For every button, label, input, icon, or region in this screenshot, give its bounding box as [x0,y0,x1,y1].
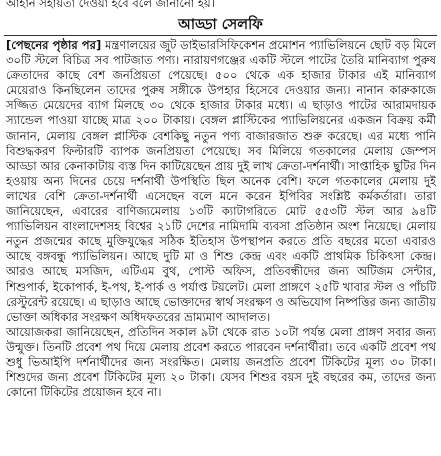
paragraph-1-text: মন্ত্রণালয়ের জুট ডাইভারসিফিকেশন প্রমোশন প্যাভিলিয়নে ছোট বড় মিলে ৩০টি স্টলে বিচিত্র সব পাটজাত পণ্য। নারায়ণগঞ্জের একটি স্টলে পাটের তৈরি মানিব্যাগ পুরুষ ক্রেতাদের কাছে বেশ জনপ্রিয়তা পেয়েছে। ৫০০ থেকে এক হাজার টাকার এই মানিব্যাগ মেয়েরাও কিনছিলেন তাদের পুরুষ সঙ্গীকে উপহার হিসেবে দেওয়ার জন্য। নানান কারুকাজে সজ্জিত মেয়েদের ব্যাগ মিলছে ৩০ থেকে হাজার টাকার মধ্যে। এ ছাড়াও পাটের আরামদায়ক স্যান্ডেল পাওয়া যাচ্ছে মাত্র ২০০ টাকায়। বেঙ্গল প্লাস্টিকের প্যাভিলিয়নের একজন বিক্রয় কর্মী জানান, মেলায় বেঙ্গল প্লাস্টিক বেশকিছু নতুন পণ্য বাজারজাত শুরু করেছে। এর মধ্যে পানি বিশুদ্ধকরণ ফিল্টারটি ব্যাপক জনপ্রিয়তা পেয়েছে। সব মিলিয়ে গতকালের মেলায় জেম্পস আড্ডা আর কেনাকাটায় ব্যস্ত দিন কাটিয়েছেন প্রায় দুই লাখ ক্রেতা-দর্শনার্থী। সাপ্তাহিক ছুটির দিন হওয়ায় অন্য দিনের চেয়ে দর্শনার্থী উপস্থিতি ছিল অনেক বেশি। ফলে গতকালের মেলায় দুই লাখের বেশি ক্রেতা-দর্শনার্থী এসেছেন বলে মনে করেন ইপিবির সংশ্লিষ্ট কর্মকর্তারা। তারা জানিয়েছেন, এবারের বাণিজ্যমেলায় ১৩টি ক্যাটাগরিতে মোট ৫৫৩টি স্টল আর ৯৪টি প্যাভিলিয়ন বাংলাদেশসহ বিশ্বের ২১টি দেশের নামিদামি ব্যবসা প্রতিষ্ঠান অংশ নিয়েছে। মেলায় নতুন প্রজন্মের কাছে মুক্তিযুদ্ধের সঠিক ইতিহাস উপস্থাপন করতে প্রতি বছরের মতো এবারও আছে বঙ্গবন্ধু প্যাভিলিয়ন। আছে দুটি মা ও শিশু কেন্দ্র এবং একটি প্রাথমিক চিকিৎসা কেন্দ্র। আরও আছে মসজিদ, এটিএম বুথ, পোস্ট অফিস, প্রতিবন্ধীদের জন্য অটিজম সেন্টার, শিশুপার্ক, ইকোপার্ক, ই-পথ, ই-পার্ক ও পর্যাপ্ত টয়লেট। মেলা প্রাঙ্গণে ২৫টি খাবার স্টল ও পাঁচটি রেস্টুরেন্ট রয়েছে। এ ছাড়াও আছে ভোক্তাদের স্বার্থ সংরক্ষণ ও অভিযোগ নিষ্পত্তির জন্য জাতীয় ভোক্তা অধিকার সংরক্ষণ অধিদফতরের ভ্রাম্যমাণ আদালত। [6,38,436,324]
article-paragraph-2: আয়োজকরা জানিয়েছেন, প্রতিদিন সকাল ৯টা থেকে রাত ১০টা পর্যন্ত মেলা প্রাঙ্গণ সবার জন্য উন্মুক্ত। তিনটি প্রবেশ পথ দিয়ে মেলায় প্রবেশ করতে পারবেন দর্শনার্থীরা। তবে একটি প্রবেশ পথ শুধু ভিআইপি দর্শনার্থীদের জন্য সংরক্ষিত। মেলায় জনপ্রতি প্রবেশ টিকিটের মূল্য ৩০ টাকা। শিশুদের জন্য প্রবেশ টিকিটের মূল্য ২০ টাকা। যেসব শিশুর বয়স দুই বছরের কম, তাদের জন্য কোনো টিকিটের প্রয়োজন হবে না। [6,324,436,400]
continued-from-tag: [পেছনের পৃষ্ঠার পর] [6,38,102,52]
article-paragraph-1 [6,38,436,325]
headline-divider [4,35,437,36]
article-headline: আড্ডা সেলফি [178,17,263,33]
article-body [6,38,436,454]
previous-article-tail: আহান সহায়তা দেওয়া হবে বলে জানানো হয়। [6,0,215,10]
